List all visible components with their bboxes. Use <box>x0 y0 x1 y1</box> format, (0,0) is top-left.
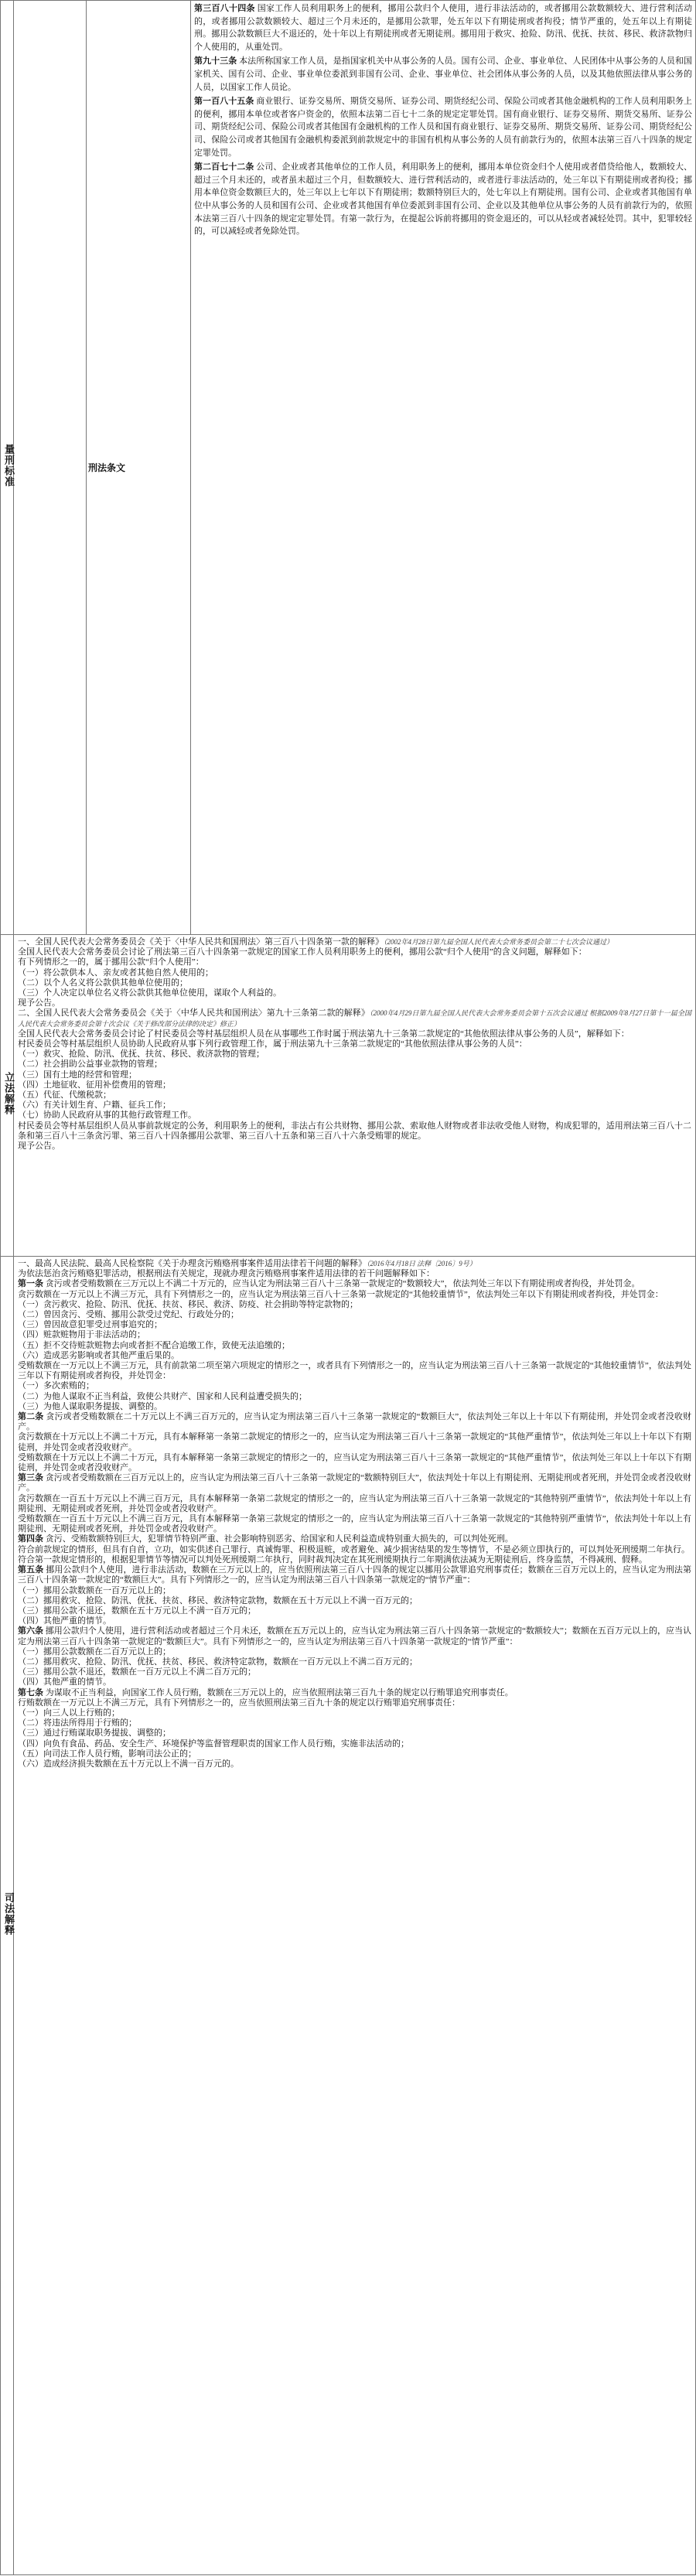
category-label: 量刑标准 <box>2 444 14 487</box>
paragraph-text: 现予公告。 <box>18 1141 60 1152</box>
paragraph-text: 受贿数额在一百五十万元以上不满三百万元，具有本解释第一条第三款规定的情形之一的，应当认定为刑法第三百八十三条第一款规定的“其他特别严重情节”，依法判处十年以上有期徒刑、无期徒刑或者死刑，并处罚金或者没收财产。 <box>18 1514 691 1534</box>
paragraph-text: （三）曾因故意犯罪受过刑事追究的； <box>18 1320 162 1330</box>
paragraph <box>18 1749 691 1759</box>
paragraph-text: 贪污或者受贿数额在三百万元以上的，应当认定为刑法第三百八十三条第一款规定的“数额特别巨大”，依法判处十年以上有期徒刑、无期徒刑或者死刑，并处罚金或者没收财产。 <box>18 1473 692 1493</box>
paragraph <box>18 1090 691 1100</box>
paragraph-text: （一）救灾、抢险、防汛、优抚、扶贫、移民、救济款物的管理； <box>18 1049 264 1059</box>
paragraph <box>18 1657 691 1667</box>
paragraph-text: 村民委员会等村基层组织人员协助人民政府从事下列行政管理工作，属于刑法第九十三条第二款规定的“其他依照法律从事公务的人员”： <box>18 1039 527 1049</box>
paragraph-text: 受贿数额在十万元以上不满二十万元，具有本解释第一条第三款规定的情形之一的，应当认定为刑法第三百八十三条第一款规定的“其他严重情节”，依法判处三年以上十年以下有期徒刑，并处罚金或者没收财产。 <box>18 1452 691 1473</box>
paragraph <box>18 1677 691 1687</box>
paragraph-text: 符合第一款规定情形的，根据犯罪情节等情况可以判处死刑缓期二年执行，同时裁判决定在其死刑缓期执行二年期满依法减为无期徒刑后，终身监禁，不得减刑、假释。 <box>18 1554 647 1564</box>
paragraph-text: （七）协助人民政府从事的其他行政管理工作。 <box>18 1111 196 1121</box>
article-body: 公司、企业或者其他单位的工作人员，利用职务上的便利，挪用本单位资金归个人使用或者借贷给他人，数额较大、超过三个月未还的，或者虽未超过三个月，但数额较大、进行营利活动的，或者进行非法活动的，处三年以下有期徒刑或者拘役；挪用本单位资金数额巨大的，处三年以上七年以下有期徒刑；数额特别巨大的，处七年以上有期徒刑。国有公司、企业或者其他国有单位中从事公务的人员和国有公司、企业或者其他国有单位委派到非国有公司、企业以及其他单位从事公务的人员有前款行为的，依照本法第三百八十四条的规定定罪处罚。有第一款行为，在提起公诉前将挪用的资金退还的，可以从轻或者减轻处罚。其中，犯罪较轻的，可以减轻或者免除处罚。 <box>194 162 693 237</box>
paragraph <box>18 1259 691 1269</box>
paragraph <box>18 1049 691 1059</box>
paragraph-text: （三）通过行贿谋取职务提拔、调整的； <box>18 1728 171 1738</box>
paragraph-text: 一、最高人民法院、最高人民检察院《关于办理贪污贿赂刑事案件适用法律若干问题的解释》 <box>18 1259 367 1268</box>
paragraph-text: （二）挪用救灾、抢险、防汛、优抚、扶贫、移民、救济特定款物，数额在一百万元以上不满二百万元的； <box>18 1656 418 1667</box>
paragraph-note: （2002年4月28日第九届全国人民代表大会常务委员会第二十七次会议通过） <box>384 938 614 946</box>
paragraph-text: （五）拒不交待赃款赃物去向或者拒不配合追缴工作，致使无法追缴的； <box>18 1340 290 1350</box>
paragraph-text: （六）造成经济损失数额在五十万元以上不满一百万元的。 <box>18 1759 239 1769</box>
paragraph <box>18 1039 691 1049</box>
paragraph-note: （2000年4月29日第九届全国人民代表大会常务委员会第十五次会议通过 根据2009年8月27日第十一届全国人民代表大会常务委员会第十次会议《关于修改部分法律的决定》修正） <box>18 1009 691 1028</box>
paragraph-text: 贪污数额在一万元以上不满三万元，具有下列情形之一的，应当认定为刑法第三百八十三条第一款规定的“其他较重情节”，依法判处三年以下有期徒刑或者拘役，并处罚金： <box>18 1289 664 1299</box>
paragraph-text: 挪用公款归个人使用，进行营利活动或者超过三个月未还，数额在五万元以上的，应当认定为刑法第三百八十四条第一款规定的“数额较大”；数额在五百万元以上的，应当认定为刑法第三百八十四条第一款规定的“数额巨大”。具有下列情形之一的，应当认定为刑法第三百八十四条第一款规定的“情节严重”： <box>18 1626 692 1646</box>
paragraph-text: （六）有关计划生育、户籍、征兵工作； <box>18 1100 171 1111</box>
judicial-cell <box>14 1257 696 2575</box>
paragraph-text: 有下列情形之一的，属于挪用公款“归个人使用”： <box>18 957 204 967</box>
paragraph-text: （四）向负有食品、药品、安全生产、环境保护等监督管理职责的国家工作人员行贿，实施非法活动的； <box>18 1738 409 1749</box>
paragraph-text: （四）土地征收、征用补偿费用的管理； <box>18 1080 171 1090</box>
paragraph <box>18 1300 691 1310</box>
paragraph <box>18 937 691 947</box>
paragraph-text: （六）造成恶劣影响或者其他严重后果的。 <box>18 1350 179 1360</box>
paragraph <box>18 1647 691 1657</box>
paragraph <box>18 1361 691 1381</box>
category-cell <box>1 1 14 935</box>
statute-cell <box>191 1 696 935</box>
article-heading: 第二条 <box>18 1412 46 1422</box>
paragraph-text: （一）将公款供本人、亲友或者其他自然人使用的； <box>18 967 213 978</box>
paragraph-text: 为依法惩治贪污贿赂犯罪活动，根据刑法有关规定，现就办理贪污贿赂刑事案件适用法律的若干问题解释如下： <box>18 1269 435 1279</box>
paragraph <box>18 1473 691 1493</box>
paragraph-text: 贪污、受贿数额特别巨大，犯罪情节特别严重、社会影响特别恶劣、给国家和人民利益造成特别重大损失的，可以判处死刑。 <box>45 1534 513 1544</box>
article-heading: 第一条 <box>18 1279 46 1289</box>
article-heading: 第一百八十五条 <box>194 97 254 107</box>
paragraph <box>18 1698 691 1708</box>
paragraph-text: 挪用公款归个人使用，进行非法活动，数额在三万元以上的，应当依照刑法第三百八十四条的规定以挪用公款罪追究刑事责任；数额在三百万元以上的，应当认定为刑法第三百八十四条第一款规定的“数额巨大”。具有下列情形之一的，应当认定为刑法第三百八十四条第一款规定的“情节严重”： <box>18 1565 691 1585</box>
paragraph <box>18 1534 691 1544</box>
paragraph <box>18 1351 691 1361</box>
article-heading: 第三条 <box>18 1473 46 1483</box>
paragraph-text: （一）向三人以上行贿的； <box>18 1708 120 1718</box>
paragraph <box>18 1341 691 1351</box>
paragraph <box>18 1080 691 1090</box>
paragraph-text: （五）代征、代缴税款； <box>18 1090 111 1100</box>
paragraph <box>18 1708 691 1718</box>
paragraph-text: （四）赃款赃物用于非法活动的； <box>18 1330 145 1340</box>
paragraph-text: 二、全国人民代表大会常务委员会《关于〈中华人民共和国刑法〉第九十三条第二款的解释》 <box>18 1008 370 1018</box>
paragraph <box>18 1453 691 1473</box>
category-cell <box>1 1257 14 2575</box>
statute-text <box>191 1 695 241</box>
article-heading: 第六条 <box>18 1626 46 1636</box>
label-cell <box>87 1 191 935</box>
category-label: 立法解释 <box>2 1072 14 1115</box>
paragraph-text: 为谋取不正当利益，向国家工作人员行贿，数额在三万元以上的，应当依照刑法第三百九十条的规定以行贿罪追究刑事责任。 <box>45 1687 513 1697</box>
paragraph-text: （三）个人决定以单位名义将公款供其他单位使用，谋取个人利益的。 <box>18 988 281 998</box>
paragraph-text: （一）挪用公款数额在一百万元以上的； <box>18 1585 171 1595</box>
paragraph <box>18 1008 691 1029</box>
paragraph-text: 贪污数额在一百五十万元以上不满三百万元，具有本解释第一条第二款规定的情形之一的，应当认定为刑法第三百八十三条第一款规定的“其他特别严重情节”，依法判处十年以上有期徒刑、无期徒刑或者死刑，并处罚金或者没收财产。 <box>18 1493 691 1513</box>
paragraph-note: （2016年4月18日 法释〔2016〕9号） <box>367 1260 476 1268</box>
paragraph <box>18 978 691 988</box>
paragraph-text: （一）多次索贿的； <box>18 1381 94 1391</box>
paragraph <box>18 1626 691 1646</box>
paragraph <box>18 1545 691 1555</box>
category-label: 司法解释 <box>2 1892 14 1936</box>
article-body: 本法所称国家工作人员，是指国家机关中从事公务的人员。国有公司、企业、事业单位、人民团体中从事公务的人员和国家机关、国有公司、企业、事业单位委派到非国有公司、企业、事业单位、社会团体从事公务的人员，以及其他依照法律从事公务的人员，以国家工作人员论。 <box>194 56 692 92</box>
article-heading: 第七条 <box>18 1687 46 1697</box>
paragraph <box>18 1555 691 1565</box>
paragraph <box>18 1494 691 1514</box>
paragraph <box>18 1310 691 1320</box>
paragraph-text: 现予公告。 <box>18 998 60 1008</box>
paragraph <box>18 1111 691 1121</box>
statute-article <box>194 161 692 238</box>
paragraph <box>18 1320 691 1330</box>
paragraph <box>18 1392 691 1402</box>
statute-article <box>194 2 692 53</box>
article-heading: 第五条 <box>18 1565 46 1575</box>
paragraph <box>18 1269 691 1279</box>
paragraph <box>18 1688 691 1698</box>
paragraph <box>18 1121 691 1141</box>
paragraph-text: （一）挪用公款数额在二百万元以上的； <box>18 1646 171 1656</box>
paragraph-text: 贪污或者受贿数额在三万元以上不满二十万元的，应当认定为刑法第三百八十三条第一款规定的“数额较大”，依法判处三年以下有期徒刑或者拘役，并处罚金。 <box>45 1279 640 1289</box>
paragraph-text: 村民委员会等村基层组织人员从事前款规定的公务，利用职务上的便利，非法占有公共财物、挪用公款、索取他人财物或者非法收受他人财物，构成犯罪的，适用刑法第三百八十二条和第三百八十三条贪污罪、第三百八十四条挪用公款罪、第三百八十五条和第三百八十六条受贿罪的规定。 <box>18 1121 691 1141</box>
paragraph <box>18 1412 691 1432</box>
paragraph <box>18 1330 691 1340</box>
paragraph <box>18 1432 691 1452</box>
paragraph <box>18 1667 691 1677</box>
statute-article <box>194 95 692 159</box>
paragraph <box>18 957 691 967</box>
paragraph-text: 一、全国人民代表大会常务委员会《关于〈中华人民共和国刑法〉第三百八十四条第一款的解释》 <box>18 937 384 947</box>
paragraph <box>18 1290 691 1300</box>
paragraph <box>18 1606 691 1616</box>
paragraph <box>18 1586 691 1596</box>
table-row-sentencing <box>1 1 696 935</box>
paragraph-text: （二）以个人名义将公款供其他单位使用的； <box>18 978 188 988</box>
paragraph <box>18 1514 691 1534</box>
paragraph-text: （四）其他严重的情节。 <box>18 1677 111 1687</box>
paragraph <box>18 1070 691 1080</box>
paragraph <box>18 1718 691 1728</box>
paragraph <box>18 1059 691 1070</box>
statute-article <box>194 55 692 94</box>
paragraph <box>18 1100 691 1111</box>
article-heading: 第九十三条 <box>194 56 237 67</box>
paragraph-text: （二）挪用救灾、抢险、防汛、优抚、扶贫、移民、救济特定款物，数额在五十万元以上不满一百万元的； <box>18 1595 418 1605</box>
paragraph-text: 受贿数额在一万元以上不满三万元，具有前款第二项至第六项规定的情形之一，或者具有下列情形之一的，应当认定为刑法第三百八十三条第一款规定的“其他较重情节”，依法判处三年以下有期徒刑或者拘役，并处罚金： <box>18 1361 691 1381</box>
legislative-text <box>14 935 695 1154</box>
paragraph-text: （三）为他人谋取职务提拔、调整的。 <box>18 1401 162 1411</box>
paragraph <box>18 988 691 998</box>
table-row-judicial <box>1 1257 696 2575</box>
spacer-cell <box>14 1 87 935</box>
article-body: 国家工作人员利用职务上的便利，挪用公款归个人使用，进行非法活动的，或者挪用公款数额较大、进行营利活动的，或者挪用公款数额较大、超过三个月未还的，是挪用公款罪，处五年以下有期徒刑或者拘役；情节严重的，处五年以上有期徒刑。挪用公款数额巨大不退还的，处十年以上有期徒刑或者无期徒刑。挪用用于救灾、抢险、防汛、优抚、扶贫、移民、救济款物归个人使用的，从重处罚。 <box>194 4 692 52</box>
paragraph <box>18 1029 691 1039</box>
paragraph-text: （三）国有土地的经营和管理； <box>18 1070 137 1080</box>
paragraph-text: 行贿数额在一万元以上不满三万元，具有下列情形之一的，应当依照刑法第三百九十条的规定以行贿罪追究刑事责任： <box>18 1697 460 1708</box>
paragraph-text: 全国人民代表大会常务委员会讨论了刑法第三百八十四条第一款规定的国家工作人员利用职务上的便利，挪用公款“归个人使用”的含义问题，解释如下： <box>18 947 587 957</box>
paragraph-text: 贪污或者受贿数额在二十万元以上不满三百万元的，应当认定为刑法第三百八十三条第一款规定的“数额巨大”，依法判处三年以上十年以下有期徒刑，并处罚金或者没收财产。 <box>18 1412 692 1432</box>
paragraph <box>18 1739 691 1749</box>
paragraph <box>18 968 691 978</box>
paragraph <box>18 1759 691 1769</box>
judicial-text <box>14 1257 695 1772</box>
row-label: 刑法条文 <box>88 462 126 473</box>
paragraph-text: （二）社会捐助公益事业款物的管理； <box>18 1059 162 1070</box>
category-cell <box>1 935 14 1257</box>
paragraph <box>18 1381 691 1391</box>
paragraph <box>18 1402 691 1412</box>
paragraph-text: （四）其他严重的情节。 <box>18 1616 111 1626</box>
article-heading: 第二百七十二条 <box>194 162 254 172</box>
article-body: 商业银行、证券交易所、期货交易所、证券公司、期货经纪公司、保险公司或者其他金融机构的工作人员利用职务上的便利，挪用本单位或者客户资金的，依照本法第二百七十二条的规定定罪处罚。国有商业银行、证券交易所、期货交易所、证券公司、期货经纪公司、保险公司或者其他国有金融机构的工作人员和国有商业银行、证券交易所、期货交易所、证券公司、期货经纪公司、保险公司或者其他国有金融机构委派到前款规定中的非国有机构从事公务的人员有前款行为的，依照本法第三百八十四条的规定定罪处罚。 <box>194 97 693 158</box>
paragraph-text: （一）贪污救灾、抢险、防汛、优抚、扶贫、移民、救济、防疫、社会捐助等特定款物的； <box>18 1299 358 1309</box>
paragraph-text: 全国人民代表大会常务委员会讨论了村民委员会等村基层组织人员在从事哪些工作时属于刑法第九十三条第二款规定的“其他依照法律从事公务的人员”，解释如下： <box>18 1029 629 1039</box>
paragraph-text: 贪污数额在十万元以上不满二十万元，具有本解释第一条第二款规定的情形之一的，应当认定为刑法第三百八十三条第一款规定的“其他严重情节”，依法判处三年以上十年以下有期徒刑，并处罚金或者没收财产。 <box>18 1432 691 1452</box>
paragraph <box>18 947 691 957</box>
article-heading: 第三百八十四条 <box>194 4 255 13</box>
paragraph <box>18 1279 691 1289</box>
paragraph <box>18 1596 691 1606</box>
paragraph-text: （二）为他人谋取不正当利益，致使公共财产、国家和人民利益遭受损失的； <box>18 1391 307 1401</box>
paragraph <box>18 1141 691 1152</box>
article-heading: 第四条 <box>18 1534 46 1544</box>
paragraph-text: （二）曾因贪污、受贿、挪用公款受过党纪、行政处分的； <box>18 1310 239 1320</box>
paragraph-text: （五）向司法工作人员行贿，影响司法公正的； <box>18 1749 196 1759</box>
paragraph-text: 符合前款规定的情形，但具有自首，立功，如实供述自己罪行、真诚悔罪、积极退赃，或者避免、减少损害结果的发生等情节，不是必须立即执行的，可以判处死刑缓期二年执行。 <box>18 1544 690 1554</box>
paragraph <box>18 1728 691 1738</box>
paragraph <box>18 1616 691 1626</box>
paragraph-text: （三）挪用公款不退还，数额在五十万元以上不满一百万元的； <box>18 1605 256 1616</box>
legislative-cell <box>14 935 696 1257</box>
paragraph <box>18 998 691 1008</box>
table-row-legislative <box>1 935 696 1257</box>
paragraph <box>18 1565 691 1585</box>
paragraph-text: （二）将违法所得用于行贿的； <box>18 1718 137 1728</box>
paragraph-text: （三）挪用公款不退还，数额在一百万元以上不满二百万元的； <box>18 1667 256 1677</box>
